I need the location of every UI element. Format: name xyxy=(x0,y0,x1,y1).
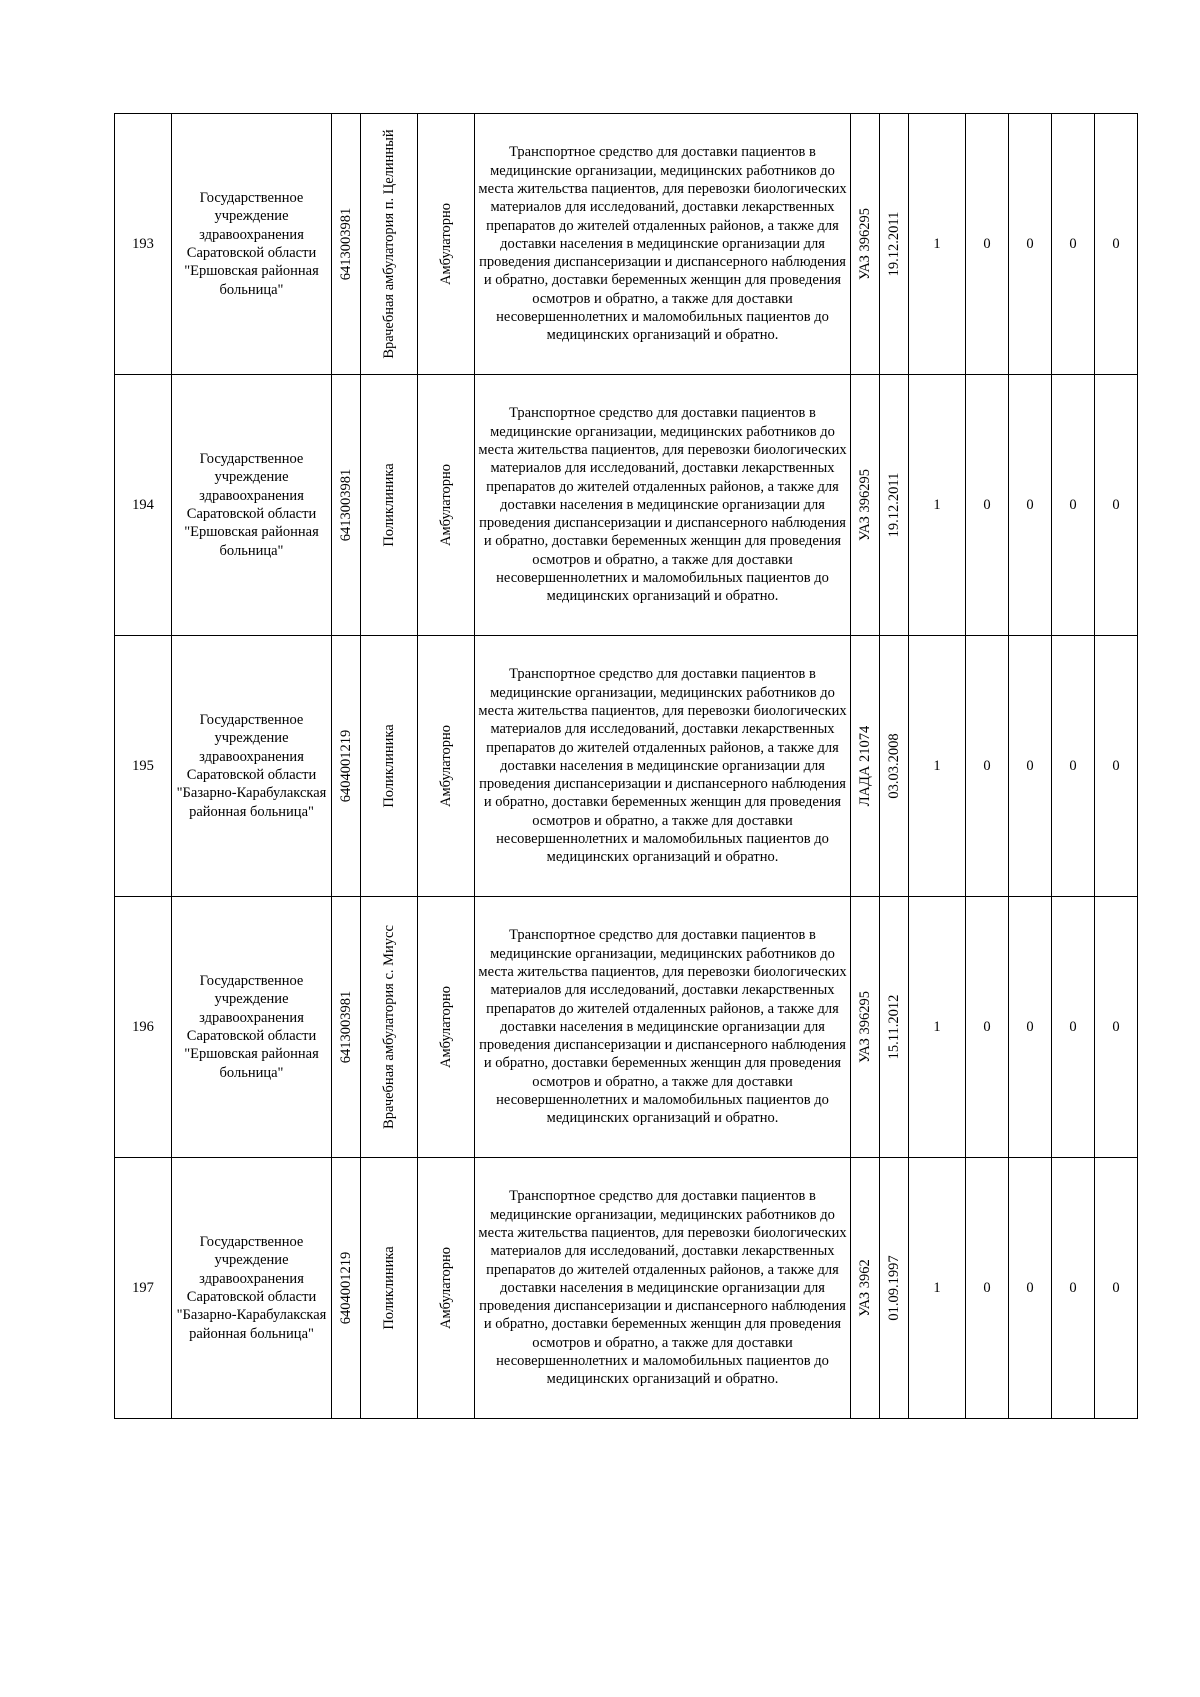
value-cell-2: 0 xyxy=(966,897,1009,1158)
vehicle-model: УАЗ 396295 xyxy=(856,208,873,280)
table-row xyxy=(115,114,1138,375)
unit-cell xyxy=(361,636,418,897)
value-cell-4: 0 xyxy=(1052,897,1095,1158)
value-cell-3: 0 xyxy=(1009,636,1052,897)
vehicle-model: УАЗ 396295 xyxy=(856,991,873,1063)
registration-date: 15.11.2012 xyxy=(885,994,902,1060)
vehicle-purpose: Транспортное средство для доставки пациентов в медицинские организации, медицинских работников до места жительства пациентов, для перевозки биологических материалов для исследований, доставки лекарственных препаратов до жителей отдаленных районов, а также для доставки населения в медицинские организации для проведения диспансеризации и диспансерного наблюдения и обратно, доставки беременных женщин для проведения осмотров и обратно, а также для доставки несовершеннолетних и маломобильных пациентов до медицинских организаций и обратно. xyxy=(475,375,851,636)
organization-name: Государственное учреждение здравоохранения Саратовской области "Базарно-Карабулакская районная больница" xyxy=(172,636,332,897)
value-cell-4: 0 xyxy=(1052,636,1095,897)
model-cell xyxy=(851,1158,880,1419)
value-cell-2: 0 xyxy=(966,636,1009,897)
row-number: 195 xyxy=(115,636,172,897)
organization-name: Государственное учреждение здравоохранения Саратовской области "Базарно-Карабулакская районная больница" xyxy=(172,1158,332,1419)
table-row xyxy=(115,375,1138,636)
value-cell-2: 0 xyxy=(966,375,1009,636)
value-cell-1: 1 xyxy=(909,897,966,1158)
date-cell xyxy=(880,375,909,636)
row-number: 194 xyxy=(115,375,172,636)
inn: 6413003981 xyxy=(337,990,354,1064)
table-row xyxy=(115,1158,1138,1419)
value-cell-1: 1 xyxy=(909,1158,966,1419)
registration-date: 19.12.2011 xyxy=(885,472,902,538)
value-cell-5: 0 xyxy=(1095,636,1138,897)
value-cell-3: 0 xyxy=(1009,114,1052,375)
registration-date: 03.03.2008 xyxy=(885,733,902,799)
date-cell xyxy=(880,1158,909,1419)
vehicle-purpose: Транспортное средство для доставки пациентов в медицинские организации, медицинских работников до места жительства пациентов, для перевозки биологических материалов для исследований, доставки лекарственных препаратов до жителей отдаленных районов, а также для доставки населения в медицинские организации для проведения диспансеризации и диспансерного наблюдения и обратно, доставки беременных женщин для проведения осмотров и обратно, а также для доставки несовершеннолетних и маломобильных пациентов до медицинских организаций и обратно. xyxy=(475,636,851,897)
value-cell-5: 0 xyxy=(1095,897,1138,1158)
registration-date: 19.12.2011 xyxy=(885,211,902,277)
inn-cell xyxy=(332,1158,361,1419)
inn: 6404001219 xyxy=(337,729,354,803)
value-cell-1: 1 xyxy=(909,114,966,375)
mode-cell xyxy=(418,375,475,636)
table-row xyxy=(115,636,1138,897)
value-cell-3: 0 xyxy=(1009,1158,1052,1419)
date-cell xyxy=(880,636,909,897)
inn-cell xyxy=(332,897,361,1158)
unit-cell xyxy=(361,114,418,375)
unit-cell xyxy=(361,897,418,1158)
mode-cell xyxy=(418,897,475,1158)
vehicle-model: ЛАДА 21074 xyxy=(856,725,873,807)
inn: 6404001219 xyxy=(337,1251,354,1325)
unit-name: Поликлиника xyxy=(380,463,397,547)
inn-cell xyxy=(332,375,361,636)
vehicle-purpose: Транспортное средство для доставки пациентов в медицинские организации, медицинских работников до места жительства пациентов, для перевозки биологических материалов для исследований, доставки лекарственных препаратов до жителей отдаленных районов, а также для доставки населения в медицинские организации для проведения диспансеризации и диспансерного наблюдения и обратно, доставки беременных женщин для проведения осмотров и обратно, а также для доставки несовершеннолетних и маломобильных пациентов до медицинских организаций и обратно. xyxy=(475,1158,851,1419)
unit-name: Поликлиника xyxy=(380,724,397,808)
unit-name: Поликлиника xyxy=(380,1246,397,1330)
vehicle-purpose: Транспортное средство для доставки пациентов в медицинские организации, медицинских работников до места жительства пациентов, для перевозки биологических материалов для исследований, доставки лекарственных препаратов до жителей отдаленных районов, а также для доставки населения в медицинские организации для проведения диспансеризации и диспансерного наблюдения и обратно, доставки беременных женщин для проведения осмотров и обратно, а также для доставки несовершеннолетних и маломобильных пациентов до медицинских организаций и обратно. xyxy=(475,114,851,375)
value-cell-1: 1 xyxy=(909,375,966,636)
value-cell-4: 0 xyxy=(1052,375,1095,636)
care-mode: Амбулаторно xyxy=(437,985,454,1069)
value-cell-5: 0 xyxy=(1095,375,1138,636)
date-cell xyxy=(880,897,909,1158)
row-number: 197 xyxy=(115,1158,172,1419)
model-cell xyxy=(851,636,880,897)
inn: 6413003981 xyxy=(337,468,354,542)
value-cell-3: 0 xyxy=(1009,897,1052,1158)
care-mode: Амбулаторно xyxy=(437,463,454,547)
value-cell-2: 0 xyxy=(966,114,1009,375)
organization-name: Государственное учреждение здравоохранения Саратовской области "Ершовская районная больница" xyxy=(172,375,332,636)
unit-name: Врачебная амбулатория п. Целинный xyxy=(380,129,397,359)
organization-name: Государственное учреждение здравоохранения Саратовской области "Ершовская районная больница" xyxy=(172,897,332,1158)
table-row xyxy=(115,897,1138,1158)
vehicle-register-table xyxy=(114,113,1138,1419)
unit-name: Врачебная амбулатория с. Миусс xyxy=(380,925,397,1129)
care-mode: Амбулаторно xyxy=(437,724,454,808)
value-cell-2: 0 xyxy=(966,1158,1009,1419)
model-cell xyxy=(851,897,880,1158)
mode-cell xyxy=(418,1158,475,1419)
registration-date: 01.09.1997 xyxy=(885,1255,902,1321)
mode-cell xyxy=(418,114,475,375)
care-mode: Амбулаторно xyxy=(437,202,454,286)
value-cell-4: 0 xyxy=(1052,114,1095,375)
care-mode: Амбулаторно xyxy=(437,1246,454,1330)
vehicle-purpose: Транспортное средство для доставки пациентов в медицинские организации, медицинских работников до места жительства пациентов, для перевозки биологических материалов для исследований, доставки лекарственных препаратов до жителей отдаленных районов, а также для доставки населения в медицинские организации для проведения диспансеризации и диспансерного наблюдения и обратно, доставки беременных женщин для проведения осмотров и обратно, а также для доставки несовершеннолетних и маломобильных пациентов до медицинских организаций и обратно. xyxy=(475,897,851,1158)
row-number: 193 xyxy=(115,114,172,375)
inn-cell xyxy=(332,636,361,897)
row-number: 196 xyxy=(115,897,172,1158)
value-cell-3: 0 xyxy=(1009,375,1052,636)
inn-cell xyxy=(332,114,361,375)
value-cell-5: 0 xyxy=(1095,1158,1138,1419)
vehicle-model: УАЗ 3962 xyxy=(856,1259,873,1317)
unit-cell xyxy=(361,1158,418,1419)
model-cell xyxy=(851,375,880,636)
mode-cell xyxy=(418,636,475,897)
date-cell xyxy=(880,114,909,375)
inn: 6413003981 xyxy=(337,207,354,281)
model-cell xyxy=(851,114,880,375)
unit-cell xyxy=(361,375,418,636)
value-cell-4: 0 xyxy=(1052,1158,1095,1419)
vehicle-model: УАЗ 396295 xyxy=(856,469,873,541)
value-cell-5: 0 xyxy=(1095,114,1138,375)
value-cell-1: 1 xyxy=(909,636,966,897)
organization-name: Государственное учреждение здравоохранения Саратовской области "Ершовская районная больница" xyxy=(172,114,332,375)
